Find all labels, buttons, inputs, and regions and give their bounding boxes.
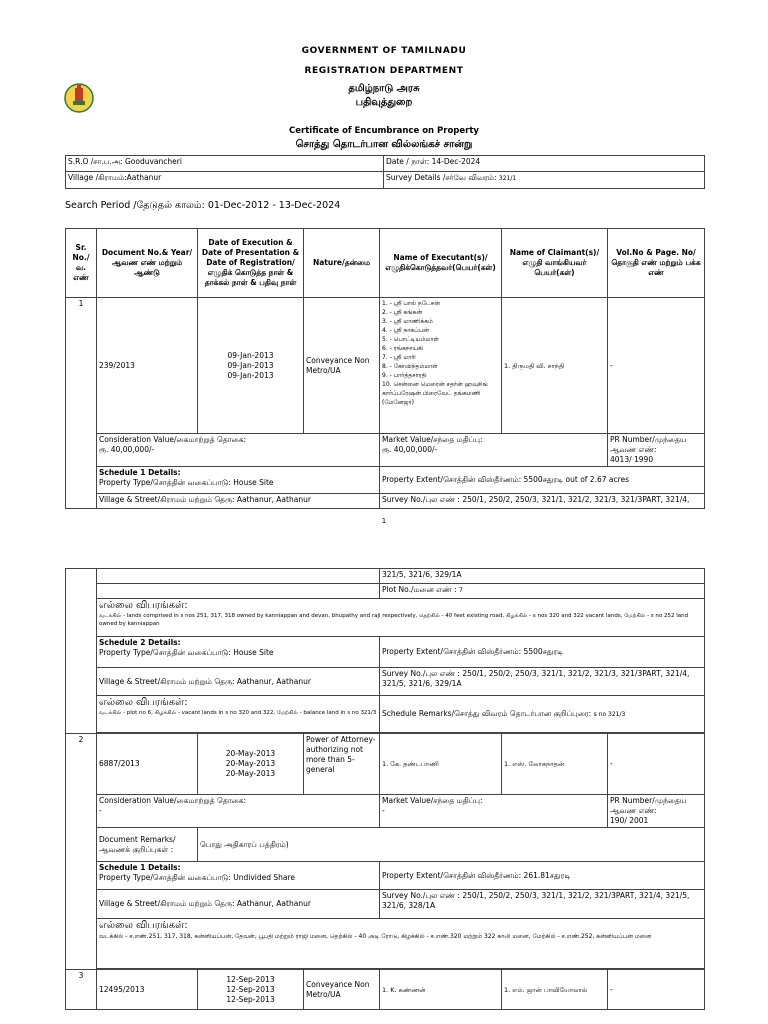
entry2-dates: 20-May-2013 20-May-2013 20-May-2013 bbox=[198, 734, 304, 795]
page-number: 1 bbox=[381, 517, 387, 525]
search-period: Search Period /தேடுதல் காலம்: 01-Dec-2012 - 13-Dec-2024 bbox=[65, 200, 341, 211]
entry2-survey-no: Survey No./புல எண் : 250/1, 250/2, 250/3, 321/1, 321/2, 321/3PART, 321/4, 321/5, 321/6, 328/1A bbox=[380, 890, 705, 919]
certificate-title: Certificate of Encumbrance on Property bbox=[289, 126, 479, 136]
entry3-sr: 3 bbox=[66, 970, 97, 1010]
col-doc: Document No.& Year/ ஆவண எண் மற்றும் ஆண்டு bbox=[97, 229, 198, 298]
entry1-executants: 1. - ஸ்ரீ பால் நடேசன் 2. - ஸ்ரீ கங்கன் 3. - ஸ்ரீ மாணிக்கம் 4. - ஸ்ரீ நாகப்பன் 5. - பொட்டியம்மாள் 6. - ரங்கநாயகி 7. - ஸ்ரீ மாரி 8. - கோவிந்தம்மாள் 9. - பார்த்தசாரதி 10. சென்னை மெரைன் சதர்ன் ஹவுசிங் கார்ப்பரேஷன் பிரைவேட் தங்கமணி (மேனேஜர்) bbox=[380, 298, 502, 434]
entry2-market: Market Value/சந்தை மதிப்பு: - bbox=[380, 795, 608, 828]
entry3-vol: - bbox=[608, 970, 705, 1010]
table-row bbox=[66, 734, 705, 795]
sro-cell: S.R.O /சா.ப.அ: Gooduvancheri bbox=[66, 156, 384, 172]
col-executant: Name of Executant(s)/ எழுதிக்கொடுத்தவர்(பெயர்(கள்) bbox=[380, 229, 502, 298]
entry1-pr: PR Number/முந்தைய ஆவண எண்: 4013/ 1990 bbox=[608, 434, 705, 467]
entry1-vol: - bbox=[608, 298, 705, 434]
entry3-dates: 12-Sep-2013 12-Sep-2013 12-Sep-2013 bbox=[198, 970, 304, 1010]
entry2-nature: Power of Attorney- authorizing not more than 5- general bbox=[304, 734, 380, 795]
header-dept: REGISTRATION DEPARTMENT bbox=[304, 66, 464, 76]
entry2-pr: PR Number/முந்தைய ஆவண எண்: 190/ 2001 bbox=[608, 795, 705, 828]
plot-number: Plot No./மனை எண் : 7 bbox=[380, 584, 705, 599]
col-sr: Sr. No./வ. எண் bbox=[66, 229, 97, 298]
col-vol: Vol.No & Page. No/ தொகுதி எண் மற்றும் பக்க எண் bbox=[608, 229, 705, 298]
entry1-dates: 09-Jan-2013 09-Jan-2013 09-Jan-2013 bbox=[198, 298, 304, 434]
col-claimant: Name of Claimant(s)/ எழுதி வாங்கியவர் பெயர்(கள்) bbox=[502, 229, 608, 298]
schedule-2: Schedule 2 Details: Property Type/சொத்தின் வகைப்பாடு: House Site bbox=[97, 637, 380, 668]
entry3-doc: 12495/2013 bbox=[97, 970, 198, 1010]
entry2-sr: 2 bbox=[66, 734, 97, 970]
header-gov-ta: தமிழ்நாடு அரசு bbox=[348, 83, 420, 94]
date-cell: Date / நாள்: 14-Dec-2024 bbox=[384, 156, 705, 172]
table-row bbox=[66, 970, 705, 1010]
village-cell: Village /கிராமம்:Aathanur bbox=[66, 172, 384, 189]
entry1-village-street: Village & Street/கிராமம் மற்றும் தெரு: Aathanur, Aathanur bbox=[97, 494, 380, 509]
entry1-consideration: Consideration Value/கைமாற்றுத் தொகை: ரூ. 40,00,000/- bbox=[97, 434, 380, 467]
col-nature: Nature/தன்மை bbox=[304, 229, 380, 298]
certificate-title-ta: சொத்து தொடர்பான வில்லங்கச் சான்று bbox=[295, 139, 473, 150]
schedule-remarks: Schedule Remarks/சொத்து விவரம் தொடர்பான குறிப்புரை: s no 321/3 bbox=[380, 696, 705, 733]
header-gov: GOVERNMENT OF TAMILNADU bbox=[301, 46, 467, 56]
boundary-1: எல்லை விபரங்கள்: வடக்கில் - lands comprised in s nos 251, 317, 318 owned by kanniappan and devan, bhupathy and raji respectively, தெற்கில் - 40 feet existing road, கிழக்கில் - s nos 320 and 322 vacant lands, மேற்கில் - s no 252 land owned by kanniappan bbox=[97, 599, 705, 637]
entry3-claimant: 1. எம். ஜான் பாவியோலால் bbox=[502, 970, 608, 1010]
entry1-schedule: Schedule 1 Details: Property Type/சொத்தின் வகைப்பாடு: House Site bbox=[97, 467, 380, 494]
entry1-extent: Property Extent/சொத்தின் விஸ்தீர்ணம்: 5500சதுரடி out of 2.67 acres bbox=[380, 467, 705, 494]
entry1-market: Market Value/சந்தை மதிப்பு: ரூ. 40,00,000/- bbox=[380, 434, 608, 467]
entry1-nature: Conveyance Non Metro/UA bbox=[304, 298, 380, 434]
entry2-boundary: எல்லை விபரங்கள்: வடக்கில் - ச.எண்.251, 317, 318, கன்னியப்பன், தேவன், பூபதி மற்றும் ராஜி மனை, தெற்கில் - 40 அடி ரோடு, கிழக்கில் - ச.எண்.320 மற்றும் 322 காலி மனை, மேற்கில் - ச.எண்.252, கன்னியப்பன் மனை bbox=[97, 919, 705, 969]
schedule-2-village: Village & Street/கிராமம் மற்றும் தெரு: Aathanur, Aathanur bbox=[97, 668, 380, 696]
entry1-doc: 239/2013 bbox=[97, 298, 198, 434]
survey-continued: 321/5, 321/6, 329/1A bbox=[380, 569, 705, 584]
entry2-village-street: Village & Street/கிராமம் மற்றும் தெரு: Aathanur, Aathanur bbox=[97, 890, 380, 919]
entry2-extent: Property Extent/சொத்தின் விஸ்தீர்ணம்: 261.81சதுரடி bbox=[380, 862, 705, 890]
schedule-2-survey: Survey No./புல எண் : 250/1, 250/2, 250/3, 321/1, 321/2, 321/3, 321/3PART, 321/4, 321/5, 321/6, 329/1A bbox=[380, 668, 705, 696]
survey-cell: Survey Details /சர்வே விவரம்: 321/1 bbox=[384, 172, 705, 189]
table-row bbox=[66, 298, 705, 434]
entry1-survey-no: Survey No./புல எண் : 250/1, 250/2, 250/3, 321/1, 321/2, 321/3, 321/3PART, 321/4, bbox=[380, 494, 705, 509]
entry2-remarks-label: Document Remarks/ ஆவணக் குறிப்புகள் : bbox=[97, 828, 198, 862]
entry2-executant: 1. கே. தண்டபாணி bbox=[380, 734, 502, 795]
entry2-schedule: Schedule 1 Details: Property Type/சொத்தின் வகைப்பாடு: Undivided Share bbox=[97, 862, 380, 890]
header-dept-ta: பதிவுத்துறை bbox=[355, 97, 413, 108]
schedule-2-extent: Property Extent/சொத்தின் விஸ்தீர்ணம்: 5500சதுரடி bbox=[380, 637, 705, 668]
entry1-claimant: 1. திருமதி வி. சாந்தி bbox=[502, 298, 608, 434]
page2-table bbox=[65, 568, 705, 1010]
info-table bbox=[65, 155, 705, 189]
entry2-doc: 6887/2013 bbox=[97, 734, 198, 795]
col-dates: Date of Execution & Date of Presentation & Date of Registration/எழுதிக் கொடுத்த நாள் & தாக்கல் நாள் & பதிவு நாள் bbox=[198, 229, 304, 298]
entry2-claimant: 1. எஸ். லோகநாதன் bbox=[502, 734, 608, 795]
entry2-vol: - bbox=[608, 734, 705, 795]
page1-table bbox=[65, 228, 705, 509]
boundary-2: எல்லை விபரங்கள்: வடக்கில் - plot no 6, கிழக்கில் - vacant lands in s no 320 and 322, மேற்கில் - balance land in s no 321/3 bbox=[97, 696, 380, 733]
entry3-nature: Conveyance Non Metro/UA bbox=[304, 970, 380, 1010]
entry3-executant: 1. K. கண்ணன் bbox=[380, 970, 502, 1010]
entry2-consideration: Consideration Value/கைமாற்றுத் தொகை: - bbox=[97, 795, 380, 828]
entry2-remarks-value: பொது அதிகாரப் பத்திரம்) bbox=[198, 828, 705, 862]
entry1-sr: 1 bbox=[66, 298, 97, 509]
